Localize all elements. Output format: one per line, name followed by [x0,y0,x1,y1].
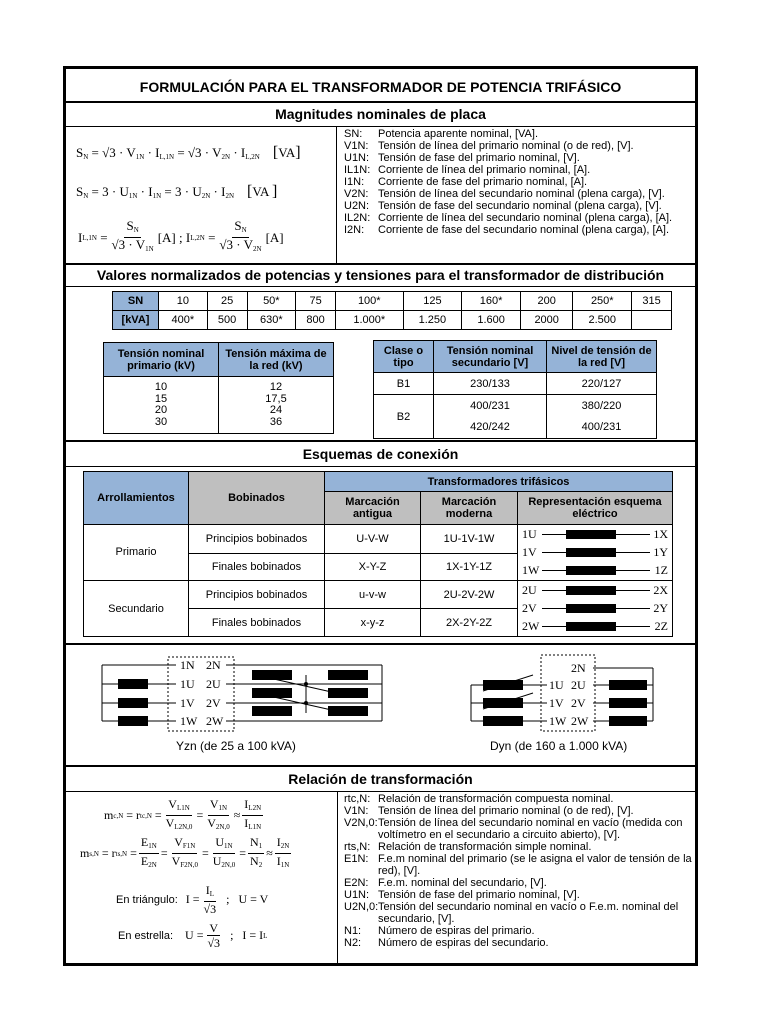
table-cell: 400/231 [547,417,657,439]
coil [609,680,647,690]
terminal-label: 2W [206,714,224,728]
terminal-label: 2N [206,658,221,672]
table-cell: 50* [247,292,296,311]
terminal-label: 1W [549,714,567,728]
terminal-label: 1U [180,677,195,691]
table-cell: 1U-1V-1W [421,524,518,553]
legend-row: I2N: Corriente de fase del secundario nominal (plena carga), [A]. [344,224,670,236]
coil-row: 1V 1Y [522,544,668,559]
legend-row: rtc,N: Relación de transformación compuesta nominal. [344,793,614,805]
table-cell: 10 15 20 30 [104,377,219,434]
formula-star: En estrella: U = $\frac{V}{√3}$ ; I = I L [118,921,268,950]
terminal-box [168,657,234,731]
divider [336,126,337,263]
table-cell: 380/220 [547,395,657,417]
formula-sn-phase: $S_N = 3 \cdot U_{1N} \cdot I_{1N} = 3 \cdot U_{2N} \cdot I_{2N}$ [VA ] [76,183,278,200]
coil [328,688,368,698]
table-header: Clase o tipo [374,341,434,373]
terminal-label: 2V [571,696,586,710]
table-cell: 75 [296,292,336,311]
coil [118,716,148,726]
divider [66,643,695,645]
table-cell: 1X-1Y-1Z [421,553,518,580]
secondary-coil-diagram [518,582,672,636]
terminal-label: 1V [180,696,195,710]
table-cell: 2U-2V-2W [421,581,518,609]
table-cell: Finales bobinados [189,609,325,637]
coil [609,716,647,726]
legend-row: N1: Número de espiras del primario. [344,925,535,937]
label-triangle: En triángulo: [116,893,178,906]
divider [66,263,695,265]
primary-coil-diagram [518,525,672,579]
legend-row: I1N: Corriente de fase del primario nominal, [A]. [344,176,588,188]
coil-row: 2V 2Y [522,601,668,616]
table-cell: 630* [247,311,296,330]
coil [483,716,523,726]
table-cell: u-v-w [325,581,421,609]
divider [66,101,695,103]
voltage-table-class [373,340,657,439]
table-cell: 2000 [520,311,572,330]
section-heading-relacion: Relación de transformación [288,771,473,787]
table-cell: 2.500 [573,311,632,330]
table-header: Nivel de tensión de la red [V] [547,341,657,373]
formula-triangle: En triángulo: I = $\frac{I_L}{√3}$ ; U = V [116,883,269,916]
coil [252,706,292,716]
table-header: Bobinados [189,472,325,525]
table-cell: 500 [207,311,247,330]
legend-row: IL2N: Corriente de línea del secundario nominal (plena carga), [A]. [344,212,673,224]
table-cell: Principios bobinados [189,524,325,553]
legend-magnitudes [344,128,694,236]
terminal-label: 2V [206,696,221,710]
table-cell [632,311,672,330]
terminal-label: 2W [571,714,589,728]
divider [66,286,695,287]
legend-row: U2N: Tensión de fase del secundario nominal (plena carga), [V]. [344,200,662,212]
table-cell: 1.250 [403,311,462,330]
table-cell: 200 [520,292,572,311]
coil-row: 1W 1Z [522,562,668,577]
divider [66,791,695,792]
table-header: Representación esquema eléctrico [518,492,673,524]
terminal-label: 2U [206,677,221,691]
table-cell: 125 [403,292,462,311]
divider [66,126,695,127]
secondary-scheme-cell [518,581,673,637]
section-heading-valores: Valores normalizados de potencias y tensiones para el transformador de distribución [96,267,665,283]
table-cell: 2X-2Y-2Z [421,609,518,637]
yzn-connection-diagram [96,655,386,733]
table-header: Arrollamientos [84,472,189,525]
primary-scheme-cell [518,524,673,581]
legend-row: V1N: Tensión de línea del primario nominal (o de red), [V]. [344,140,634,152]
table-cell: U-V-W [325,524,421,553]
table-cell: 420/242 [434,417,547,439]
voltage-table-primary [103,342,334,434]
legend-row: rts,N: Relación de transformación simple nominal. [344,841,592,853]
table-header: Tensión nominal secundario [V] [434,341,547,373]
formula-rtc: m c,N = r tc,N = $\frac{V_{L1N}}{V_{L2N,0}}$ = $\frac{V_{1N}}{V_{2N,0}}$ ≈ $\frac{I_{L2N}}{I_{L1N}}$ [104,797,262,831]
power-header-sn: SN [113,292,159,311]
coil [483,698,523,708]
coil [252,670,292,680]
table-cell: 400* [159,311,208,330]
table-cell: 800 [296,311,336,330]
table-cell: 160* [462,292,521,311]
coil-row: 2W 2Z [522,619,668,634]
table-cell: 12 17,5 24 36 [219,377,334,434]
connection-table [83,471,673,637]
table-cell: 315 [632,292,672,311]
divider [66,765,695,767]
terminal-label: 1W [180,714,198,728]
page-title: FORMULACIÓN PARA EL TRANSFORMADOR DE POTENCIA TRIFÁSICO [139,79,622,95]
coil [483,680,523,690]
table-header: Tensión nominal primario (kV) [104,343,219,377]
legend-row: V2N: Tensión de línea del secundario nominal (plena carga), [V]. [344,188,665,200]
legend-row: E2N: F.e.m. nominal del secundario, [V]. [344,877,547,889]
table-header: Tensión máxima de la red (kV) [219,343,334,377]
table-cell: 230/133 [434,373,547,395]
dyn-connection-diagram [461,653,661,735]
table-cell: Primario [84,524,189,581]
formula-line-currents: I L,1N = $\frac{S_N}{√3 \cdot V_{1N}}$ [A] ; I L,2N = $\frac{S_N}{√3 \cdot V_{2N}}$ [A] [78,218,284,253]
table-cell: x-y-z [325,609,421,637]
table-cell: Principios bobinados [189,581,325,609]
table-header: Marcación moderna [421,492,518,524]
divider [66,440,695,442]
legend-row: IL1N: Corriente de línea del primario nominal, [A]. [344,164,591,176]
table-cell: 10 [159,292,208,311]
coil-row: 2U 2X [522,583,668,598]
table-cell: 220/127 [547,373,657,395]
terminal-label: 2N [571,661,586,675]
dyn-caption: Dyn (de 160 a 1.000 kVA) [490,739,628,753]
formula-sn-line: $S_N = √3 \cdot V_{1N} \cdot I_{L,1N} = √3 \cdot V_{2N} \cdot I_{L,2N}$ [VA] [76,144,301,161]
table-cell: 1.000* [336,311,404,330]
formula-sheet [63,66,698,966]
coil [118,698,148,708]
terminal-label: 1U [549,678,564,692]
legend-row: U1N: Tensión de fase del primario nominal, [V]. [344,889,580,901]
legend-row: U2N,0: Tensión del secundario nominal en vacío o F.e.m. nominal del secundario, [V]. [344,901,679,925]
legend-row: V2N,0: Tensión de línea del secundario nominal en vacío (medida con voltímetro en el secundario a circuito abierto), [V]. [344,817,683,841]
legend-row: E1N: F.e.m nominal del primario (se le asigna el valor de tensión de la red), [V]. [344,853,692,877]
table-cell: 250* [573,292,632,311]
table-cell: Secundario [84,581,189,637]
table-cell: B2 [374,395,434,439]
legend-row: U1N: Tensión de fase del primario nominal, [V]. [344,152,580,164]
section-heading-magnitudes: Magnitudes nominales de placa [275,106,486,122]
table-cell: 25 [207,292,247,311]
legend-row: SN: Potencia aparente nominal, [VA]. [344,128,539,140]
table-header: Marcación antigua [325,492,421,524]
yzn-caption: Yzn (de 25 a 100 kVA) [176,739,296,753]
divider [66,466,695,467]
power-table [112,291,672,330]
table-cell: X-Y-Z [325,553,421,580]
coil [328,706,368,716]
coil [609,698,647,708]
formula-rts: m s,N = r ts,N = $\frac{E_{1N}}{E_{2N}}$ = $\frac{V_{F1N}}{V_{F2N,0}}$ = $\frac{U_{1N}}{U_{2N,0}}$ = $\frac{N_1}{N_2}$ ≈ $\frac{I_{2N}}{I_{1N}}$ [80,835,290,869]
power-header-kva: [kVA] [113,311,159,330]
terminal-label: 1N [180,658,195,672]
table-cell: B1 [374,373,434,395]
legend-relacion [344,793,694,949]
coil [252,688,292,698]
section-heading-esquemas: Esquemas de conexión [302,446,459,462]
table-cell: 100* [336,292,404,311]
table-cell: Finales bobinados [189,553,325,580]
legend-row: V1N: Tensión de línea del primario nominal (o de red), [V]. [344,805,634,817]
coil-row: 1U 1X [522,526,668,541]
terminal-label: 2U [571,678,586,692]
coil [118,679,148,689]
coil [328,670,368,680]
table-header: Transformadores trifásicos [325,472,673,492]
terminal-label: 1V [549,696,564,710]
table-cell: 1.600 [462,311,521,330]
divider [337,791,338,963]
legend-row: N2: Número de espiras del secundario. [344,937,549,949]
label-star: En estrella: [118,929,174,942]
table-cell: 400/231 [434,395,547,417]
